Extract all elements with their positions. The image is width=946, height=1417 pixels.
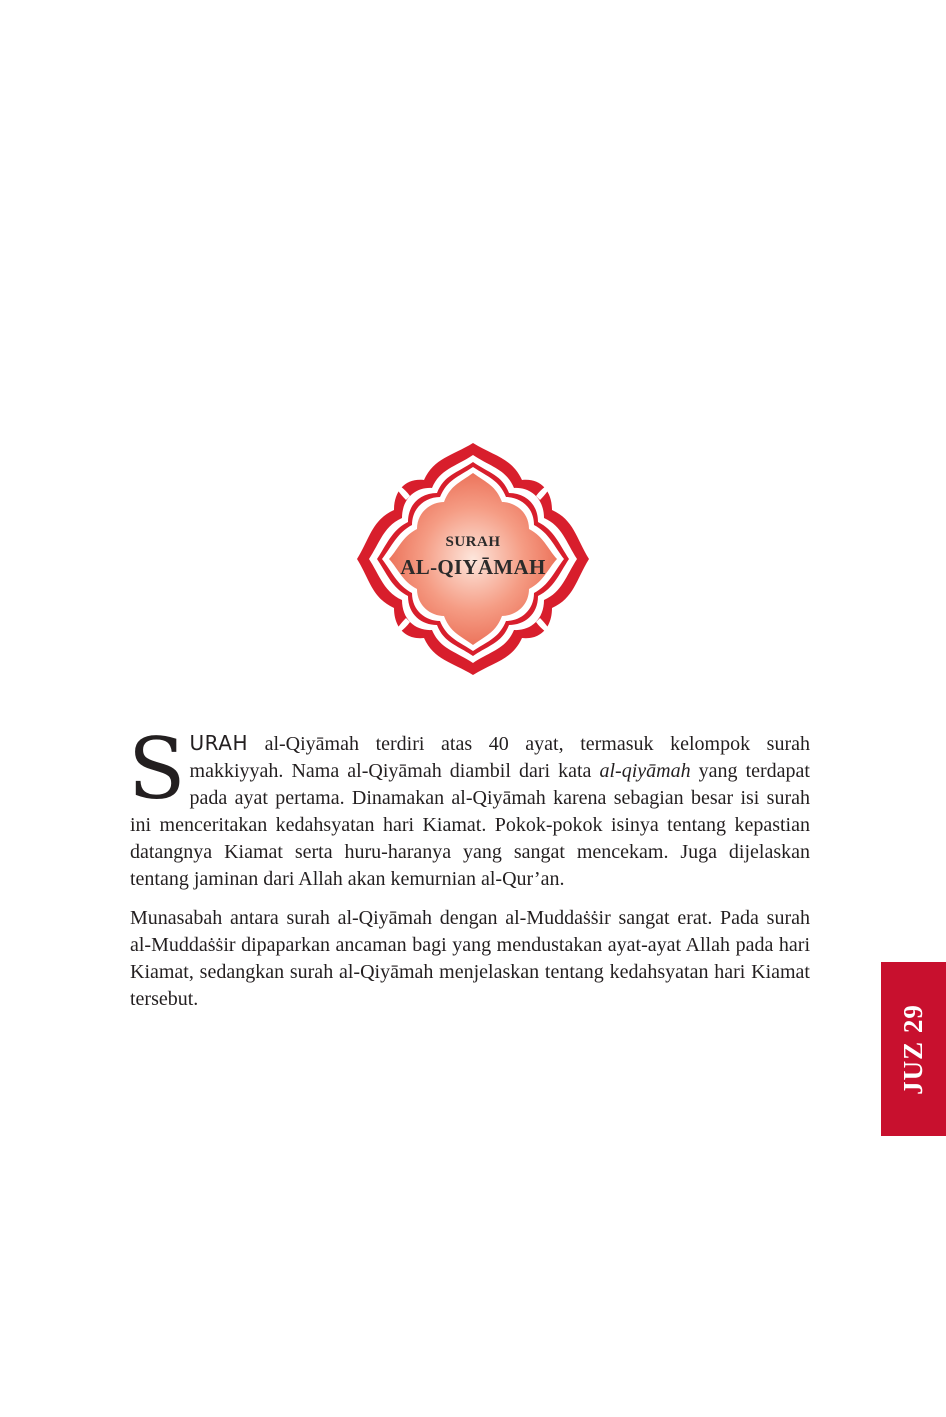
surah-name: AL-QIYĀMAH (400, 555, 546, 579)
lead-word: URAH (189, 731, 248, 755)
juz-label: JUZ 29 (898, 1003, 929, 1095)
juz-tab (881, 962, 946, 1136)
intro-text-2: yang terdapat pada ayat pertama. Dinamakan al-Qiyāmah karena sebagian besar isi surah ini menceritakan kedahsyatan hari Kiamat. Pokok-pokok isinya tentang kepastian datangnya Kiamat serta huru-haranya yang sangat mencekam. Juga dijelaskan tentang jaminan dari Allah akan kemurnian al-Qur’an. (130, 760, 810, 890)
surah-emblem (354, 440, 592, 678)
surah-label: SURAH (445, 534, 501, 550)
italic-term: al-qiyāmah (599, 760, 691, 782)
intro-text-1: al-Qiyāmah terdiri atas 40 ayat, termasuk kelompok surah makkiyyah. Nama al-Qiyāmah diambil dari kata (189, 733, 810, 782)
paragraph-intro (128, 720, 810, 893)
drop-cap: S (128, 720, 186, 818)
paragraph-munasabah: Munasabah antara surah al-Qiyāmah dengan al-Muddaṡṡir sangat erat. Pada surah al-Muddaṡṡir dipaparkan ancaman bagi yang mendustakan ayat-ayat Allah pada hari Kiamat, sedangkan surah al-Qiyāmah menjelaskan tentang kedahsyatan hari Kiamat tersebut. (130, 907, 810, 1010)
surah-description (128, 720, 810, 1013)
emblem-text (354, 440, 592, 678)
